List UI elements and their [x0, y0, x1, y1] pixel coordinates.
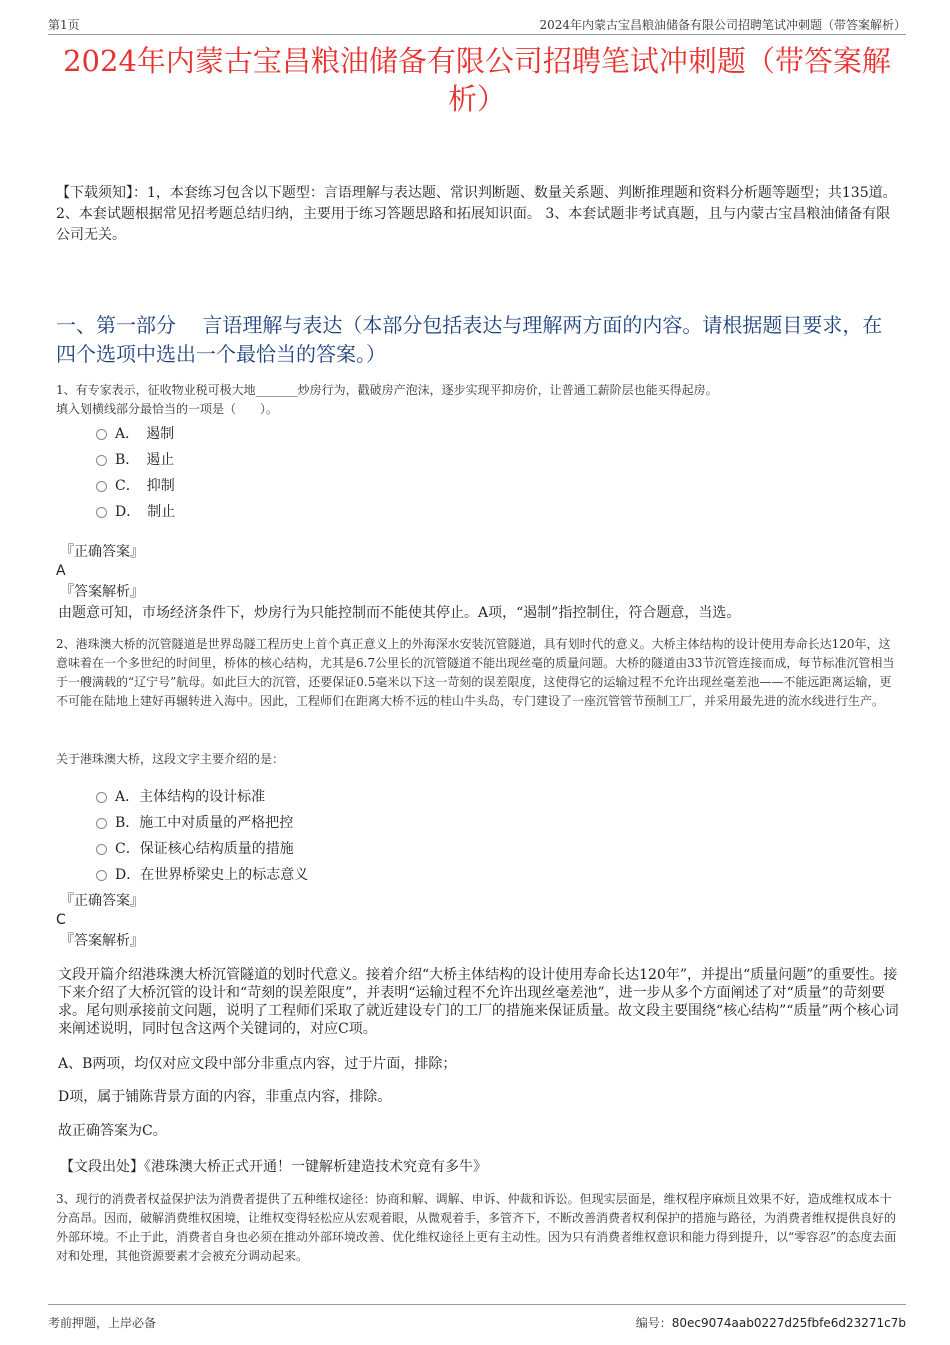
- question-2-analysis-para-3: D项，属于铺陈背景方面的内容，非重点内容，排除。: [58, 1089, 392, 1105]
- footer-code-value: 80ec9074aab0227d25fbfe6d23271c7b: [671, 1316, 906, 1330]
- footer-slogan: 考前押题，上岸必备: [48, 1316, 157, 1330]
- page-footer: [48, 1304, 906, 1335]
- footer-code-label: 编号：: [635, 1316, 672, 1330]
- question-1-option-b[interactable]: [96, 447, 696, 473]
- option-label: C．保证核心结构质量的措施: [115, 841, 294, 857]
- question-1-option-d[interactable]: [96, 499, 696, 525]
- page-header: [48, 14, 906, 35]
- radio-icon[interactable]: [96, 455, 107, 466]
- option-label: B．施工中对质量的严格把控: [115, 815, 294, 831]
- question-2-analysis-para-2: A、B两项，均仅对应文段中部分非重点内容，过于片面，排除；: [58, 1056, 457, 1072]
- option-label: D． 制止: [115, 504, 176, 520]
- section-heading: 一、第一部分 言语理解与表达（本部分包括表达与理解两方面的内容。请根据题目要求，在四个选项中选出一个最恰当的答案。）: [56, 313, 883, 366]
- radio-icon[interactable]: [96, 818, 107, 829]
- header-doc-title: 2024年内蒙古宝昌粮油储备有限公司招聘笔试冲刺题（带答案解析）: [539, 18, 906, 32]
- question-2-option-c[interactable]: [96, 836, 696, 862]
- question-2-option-a[interactable]: [96, 784, 696, 810]
- question-2-option-d[interactable]: [96, 862, 696, 888]
- page-number: 第1页: [48, 18, 80, 32]
- radio-icon[interactable]: [96, 429, 107, 440]
- radio-icon[interactable]: [96, 870, 107, 881]
- question-1-analysis: 由题意可知，市场经济条件下，炒房行为只能控制而不能使其停止。A项，“遏制”指控制住，符合题意，当选。: [58, 605, 741, 621]
- question-2-options: [96, 784, 696, 888]
- radio-icon[interactable]: [96, 507, 107, 518]
- download-notice: 【下载须知】：1，本套练习包含以下题型：言语理解与表达题、常识判断题、数量关系题、判断推理题和资料分析题等题型；共135道。 2、本套试题根据常见招考题总结归纳，主要用于练习答题思路和拓展知识面。 3、本套试题非考试真题，且与内蒙古宝昌粮油储备有限公司无关。: [56, 185, 897, 243]
- option-label: B． 遏止: [115, 452, 175, 468]
- question-1-option-a[interactable]: [96, 421, 696, 447]
- footer-code: [636, 1314, 906, 1331]
- radio-icon[interactable]: [96, 481, 107, 492]
- question-2-analysis-label: 『答案解析』: [60, 933, 144, 949]
- question-1-text: 1、有专家表示，征收物业税可极大地_______炒房行为，戳破房产泡沫，逐步实现平抑房价，让普通工薪阶层也能买得起房。: [56, 383, 718, 397]
- radio-icon[interactable]: [96, 844, 107, 855]
- question-2-text: 2、港珠澳大桥的沉管隧道是世界岛隧工程历史上首个真正意义上的外海深水安装沉管隧道，具有划时代的意义。大桥主体结构的设计使用寿命长达120年，这意味着在一个多世纪的时间里，桥体的核心结构，尤其是6.7公里长的沉管隧道不能出现丝毫的质量问题。大桥的隧道由33节沉管连接而成，每节标准沉管相当于一艘满载的“辽宁号”航母。如此巨大的沉管，还要保证0.5毫米以下这一苛刻的误差限度，这使得它的运输过程不允许出现丝毫差池——不能远距离运输，更不可能在陆地上建好再辗转进入海中。因此，工程师们在距离大桥不远的桂山牛头岛，专门建设了一座沉管管节预制工厂，并采用最先进的流水线进行生产。: [56, 637, 895, 708]
- option-label: C． 抑制: [115, 478, 175, 494]
- question-2-analysis-para-4: 故正确答案为C。: [58, 1123, 167, 1139]
- question-2-source: 【文段出处】《港珠澳大桥正式开通！一键解析建造技术究竟有多牛》: [60, 1159, 487, 1175]
- question-1-options: [96, 421, 696, 525]
- question-1-option-c[interactable]: [96, 473, 696, 499]
- question-2-answer: C: [56, 912, 66, 928]
- option-label: D．在世界桥梁史上的标志意义: [115, 867, 309, 883]
- document-title: 2024年内蒙古宝昌粮油储备有限公司招聘笔试冲刺题（带答案解析）: [63, 44, 891, 116]
- question-3-text: 3、现行的消费者权益保护法为消费者提供了五种维权途径：协商和解、调解、申诉、仲裁和诉讼。但现实层面是，维权程序麻烦且效果不好，造成维权成本十分高昂。因而，破解消费维权困境，让维权变得轻松应从宏观着眼，从微观着手，多管齐下，不断改善消费者权利保护的措施与路径，为消费者维权提供良好的外部环境。不止于此，消费者自身也必须在推动外部环境改善、优化维权途径上更有主动性。因为只有消费者维权意识和能力得到提升，以“零容忍”的态度去面对和处理，其他资源要素才会被充分调动起来。: [56, 1192, 897, 1263]
- radio-icon[interactable]: [96, 792, 107, 803]
- question-1-answer-label: 『正确答案』: [60, 544, 144, 560]
- question-1-analysis-label: 『答案解析』: [60, 584, 144, 600]
- question-2-answer-label: 『正确答案』: [60, 893, 144, 909]
- question-2-instruction: 关于港珠澳大桥，这段文字主要介绍的是：: [56, 752, 285, 766]
- question-1-instruction: 填入划横线部分最恰当的一项是（ ）。: [56, 402, 279, 416]
- question-1-answer: A: [56, 563, 66, 579]
- question-2-option-b[interactable]: [96, 810, 696, 836]
- question-2-analysis-para-1: 文段开篇介绍港珠澳大桥沉管隧道的划时代意义。接着介绍“大桥主体结构的设计使用寿命长达120年”，并提出“质量问题”的重要性。接下来介绍了大桥沉管的设计和“苛刻的误差限度”，并表明“运输过程不允许出现丝毫差池”，进一步从多个方面阐述了对“质量”的苛刻要求。尾句则承接前文问题，说明了工程师们采取了就近建设专门的工厂的措施来保证质量。故文段主要围绕“核心结构”“质量”两个核心词来阐述说明，同时包含这两个关键词的，对应C项。: [58, 967, 899, 1037]
- option-label: A．主体结构的设计标准: [115, 789, 266, 805]
- option-label: A． 遏制: [115, 426, 175, 442]
